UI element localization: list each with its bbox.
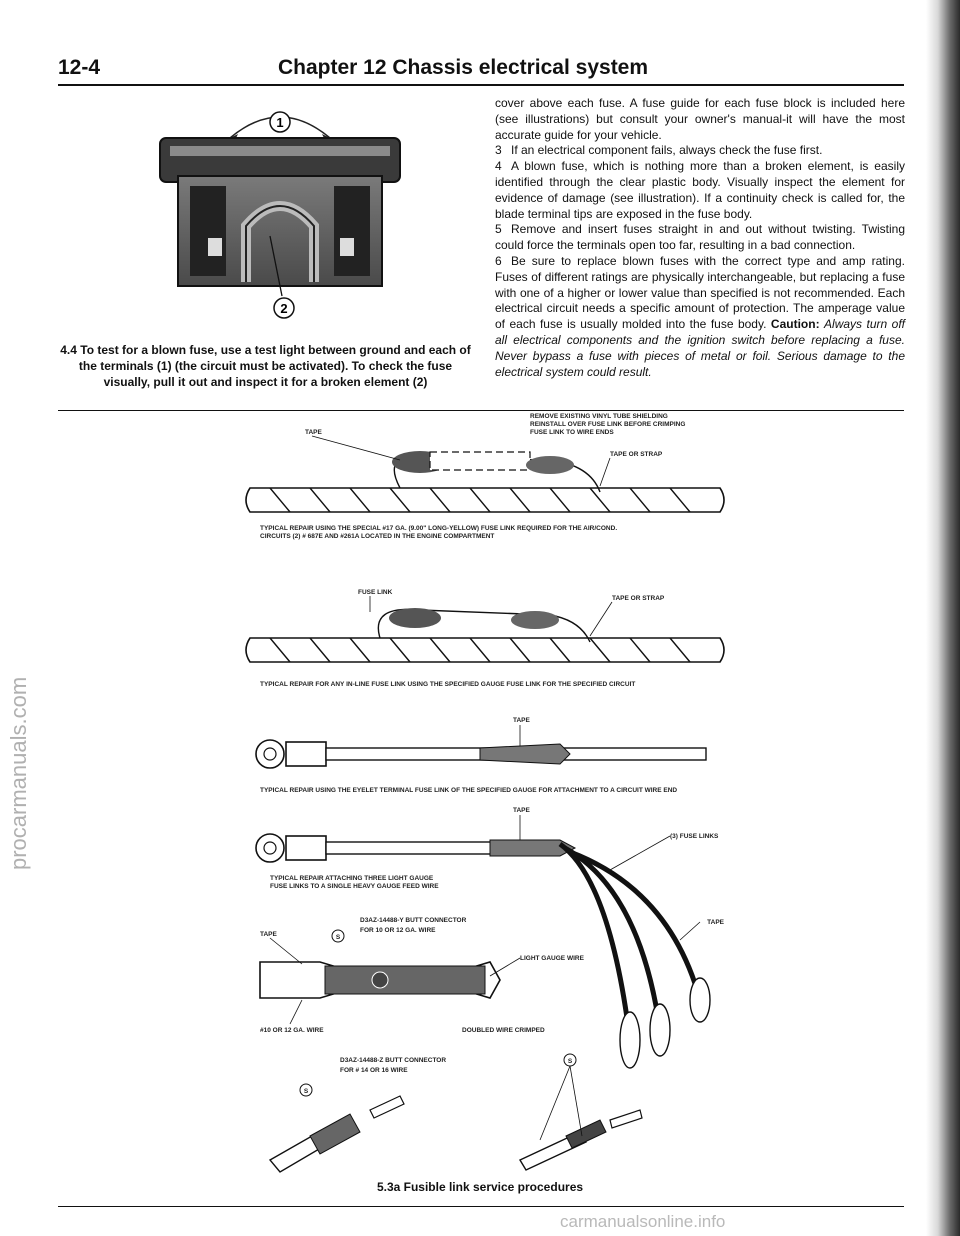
- body-text: [495, 96, 905, 380]
- d5-wire-label: #10 OR 12 GA. WIRE: [260, 1027, 324, 1034]
- d2-caption: TYPICAL REPAIR FOR ANY IN-LINE FUSE LINK USING THE SPECIFIED GAUGE FUSE LINK FOR THE SPECIFIED CIRCUIT: [260, 681, 636, 688]
- d6-s-left-label: S: [303, 1088, 309, 1095]
- d5-butt-line-2: FOR 10 OR 12 GA. WIRE: [360, 927, 436, 934]
- d4-tape-label: TAPE: [513, 807, 530, 814]
- d3-caption: TYPICAL REPAIR USING THE EYELET TERMINAL FUSE LINK OF THE SPECIFIED GAUGE FOR ATTACHMENT TO A CIRCUIT WIRE END: [260, 787, 678, 794]
- d1-caption-line-1: TYPICAL REPAIR USING THE SPECIAL #17 GA. (9.00" LONG-YELLOW) FUSE LINK REQUIRED FOR THE AIR/COND.: [260, 525, 618, 532]
- caution-text: Always turn off all electrical components and the ignition switch before replacing a fuse. Never bypass a fuse with pieces of metal or foil. Serious damage to the electrical system could result.: [495, 317, 905, 379]
- page-header: [58, 52, 904, 86]
- fusible-link-diagram: [230, 413, 730, 1180]
- section-divider: [58, 410, 904, 411]
- d3-tape-label: TAPE: [513, 717, 530, 724]
- paragraph-continued: cover above each fuse. A fuse guide for each fuse block is included here (see illustrations) but consult your owner's manual-it will have the most accurate guide for your vehicle.: [495, 96, 905, 142]
- d1-tape-label: TAPE: [305, 429, 322, 436]
- page-number: 12-4: [58, 56, 101, 79]
- d5-butt-line-1: D3AZ-14488-Y BUTT CONNECTOR: [360, 917, 467, 924]
- d6-s-right-label: S: [567, 1058, 573, 1065]
- fuse-callout-2: 2: [280, 301, 288, 316]
- bottom-rule: [58, 1206, 904, 1207]
- repair-diagram-2: [246, 589, 724, 688]
- d2-tape-strap-label: TAPE OR STRAP: [612, 595, 665, 602]
- d4-caption-line-1: TYPICAL REPAIR ATTACHING THREE LIGHT GAUGE: [270, 875, 434, 882]
- d6-butt-line-2: FOR # 14 OR 16 WIRE: [340, 1067, 408, 1074]
- d1-remove-line-2: REINSTALL OVER FUSE LINK BEFORE CRIMPING: [530, 421, 686, 428]
- repair-diagram-1: [246, 413, 724, 540]
- d1-tape-strap-label: TAPE OR STRAP: [610, 451, 663, 458]
- paragraph-number: 3: [495, 143, 502, 158]
- d2-fuse-link-label: FUSE LINK: [358, 589, 393, 596]
- d4-fuse-links-label: (3) FUSE LINKS: [670, 833, 719, 840]
- blade-fuse-illustration: [150, 96, 410, 336]
- paragraph-3: 3 If an electrical component fails, always check the fuse first.: [495, 143, 823, 158]
- repair-diagram-5: [260, 917, 585, 1034]
- d4-tape-right-label: TAPE: [707, 919, 724, 926]
- chapter-title: Chapter 12 Chassis electrical system: [278, 56, 649, 79]
- paragraph-number: 5: [495, 222, 502, 237]
- page-edge-shadow: [926, 0, 960, 1236]
- d5-s-label: S: [335, 934, 341, 941]
- watermark-left: [2, 180, 36, 880]
- d1-caption-line-2: CIRCUITS (2) # 687E AND #261A LOCATED IN THE ENGINE COMPARTMENT: [260, 533, 495, 540]
- figure-caption: 5.3a Fusible link service procedures: [376, 1180, 584, 1194]
- watermark-bottom: carmanualsonline.info: [560, 1212, 726, 1231]
- paragraph-4: 4 A blown fuse, which is nothing more than a broken element, is easily identified through the clear plastic body. Visually inspect the element for evidence of damage (see illustration). If a continuity check is called for, the blade terminal tips are exposed in the fuse body.: [495, 159, 905, 221]
- paragraph-number: 4: [495, 159, 502, 174]
- d5-doubled-label: DOUBLED WIRE CRIMPED: [462, 1027, 545, 1034]
- d4-caption-line-2: FUSE LINKS TO A SINGLE HEAVY GAUGE FEED WIRE: [270, 883, 439, 890]
- fuse-figure-caption: 4.4 To test for a blown fuse, use a test light between ground and each of the terminals (1) (the circuit must be activated). To check the fuse visually, pull it out and inspect it for a broken element (2): [60, 343, 471, 389]
- d6-butt-line-1: D3AZ-14488-Z BUTT CONNECTOR: [340, 1057, 447, 1064]
- d5-light-gauge-label: LIGHT GAUGE WIRE: [520, 955, 584, 962]
- paragraph-6: 6 Be sure to replace blown fuses with the correct type and amp rating. Fuses of different ratings are physically interchangeable, but replacing a fuse with one of a higher or lower value than specified is not recommended. Each electrical circuit needs a specific amount of protection. The amperage value of each fuse is usually molded into the fuse body. Caution: Always turn off all electrical components and the ignition switch before replacing a fuse. Never bypass a fuse with pieces of metal or foil. Serious damage to the electrical system could result.: [495, 253, 905, 379]
- paragraph-number: 6: [495, 253, 502, 268]
- d1-remove-line-1: REMOVE EXISTING VINYL TUBE SHIELDING: [530, 413, 668, 420]
- fuse-callout-1: 1: [276, 115, 284, 130]
- d1-remove-line-3: FUSE LINK TO WIRE ENDS: [530, 429, 614, 436]
- paragraph-5: 5 Remove and insert fuses straight in and out without twisting. Twisting could force the terminals open too far, resulting in a bad connection.: [495, 222, 905, 253]
- watermark-left-text: procarmanuals.com: [6, 676, 31, 870]
- caution-label: Caution:: [770, 317, 820, 332]
- repair-diagram-3: [256, 717, 706, 794]
- d5-tape-label: TAPE: [260, 931, 277, 938]
- repair-diagram-6: [270, 1054, 642, 1172]
